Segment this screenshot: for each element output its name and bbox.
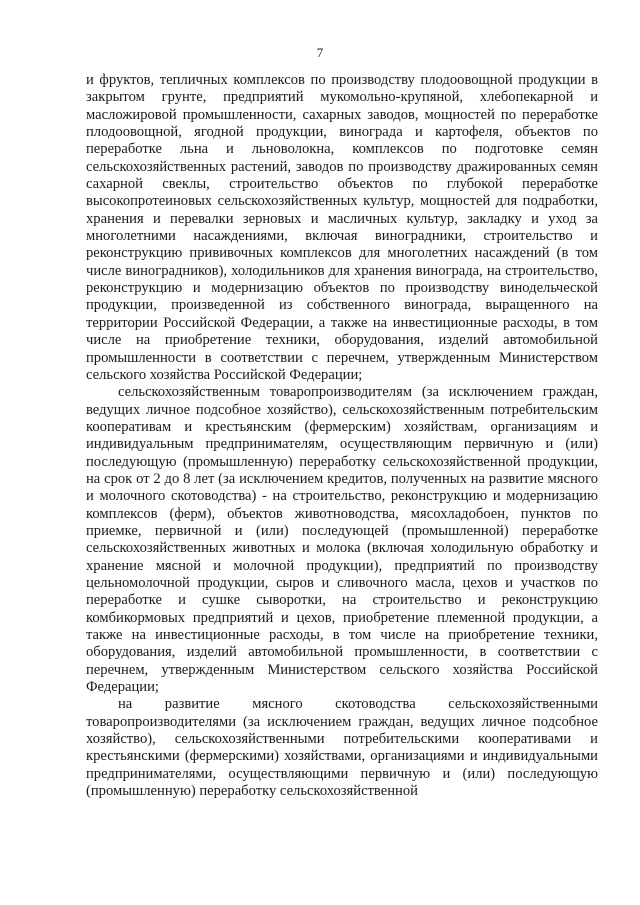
document-body [86, 72, 598, 800]
page-number: 7 [316, 45, 324, 60]
paragraph-beef-cattle-development: на развитие мясного скотоводства сельскохозяйственными товаропроизводителями (за исключением граждан, ведущих личное подсобное хозяйство), сельскохозяйственными потребительскими кооперативами и крестьянскими (фермерскими) хозяйствами, организациями и индивидуальными предпринимателями, осуществляющими первичную и (или) последующую (промышленную) переработку сельскохозяйственной [86, 696, 598, 800]
paragraph-agricultural-producers: сельскохозяйственным товаропроизводителям (за исключением граждан, ведущих личное подсобное хозяйство), сельскохозяйственным потребительским кооперативам и крестьянским (фермерским) хозяйствам, организациям и индивидуальным предпринимателям, осуществляющим первичную и (или) последующую (промышленную) переработку сельскохозяйственной продукции, на срок от 2 до 8 лет (за исключением кредитов, полученных на развитие мясного и молочного скотоводства) - на строительство, реконструкцию и модернизацию комплексов (ферм), объектов животноводства, мясохладобоен, пунктов по приемке, первичной и (или) последующей (промышленной) переработке сельскохозяйственных животных и молока (включая холодильную обработку и хранение мясной и молочной продукции), предприятий по производству цельномолочной продукции, сыров и сливочного масла, цехов и участков по переработке и сушке сыворотки, на строительство и реконструкцию комбикормовых предприятий и цехов, приобретение племенной продукции, а также на инвестиционные расходы, в том числе на приобретение техники, оборудования, изделий автомобильной промышленности, в соответствии с перечнем, утвержденным Министерством сельского хозяйства Российской Федерации; [86, 384, 598, 696]
paragraph-continuation: и фруктов, тепличных комплексов по производству плодоовощной продукции в закрытом грунте, предприятий мукомольно-крупяной, хлебопекарной и масложировой промышленности, сахарных заводов, мощностей по переработке плодоовощной, ягодной продукции, винограда и картофеля, объектов по переработке льна и льноволокна, комплексов по подготовке семян сельскохозяйственных растений, заводов по производству дражированных семян сахарной свеклы, строительство объектов по глубокой переработке высокопротеиновых сельскохозяйственных культур, мощностей для подработки, хранения и перевалки зерновых и масличных культур, закладку и уход за многолетними насаждениями, включая виноградники, строительство и реконструкцию прививочных комплексов для многолетних насаждений (в том числе виноградников), холодильников для хранения винограда, на строительство, реконструкцию и модернизацию объектов по производству винодельческой продукции, произведенной из собственного винограда, выращенного на территории Российской Федерации, а также на инвестиционные расходы, в том числе на приобретение техники, оборудования, изделий автомобильной промышленности в соответствии с перечнем, утвержденным Министерством сельского хозяйства Российской Федерации; [86, 72, 598, 383]
